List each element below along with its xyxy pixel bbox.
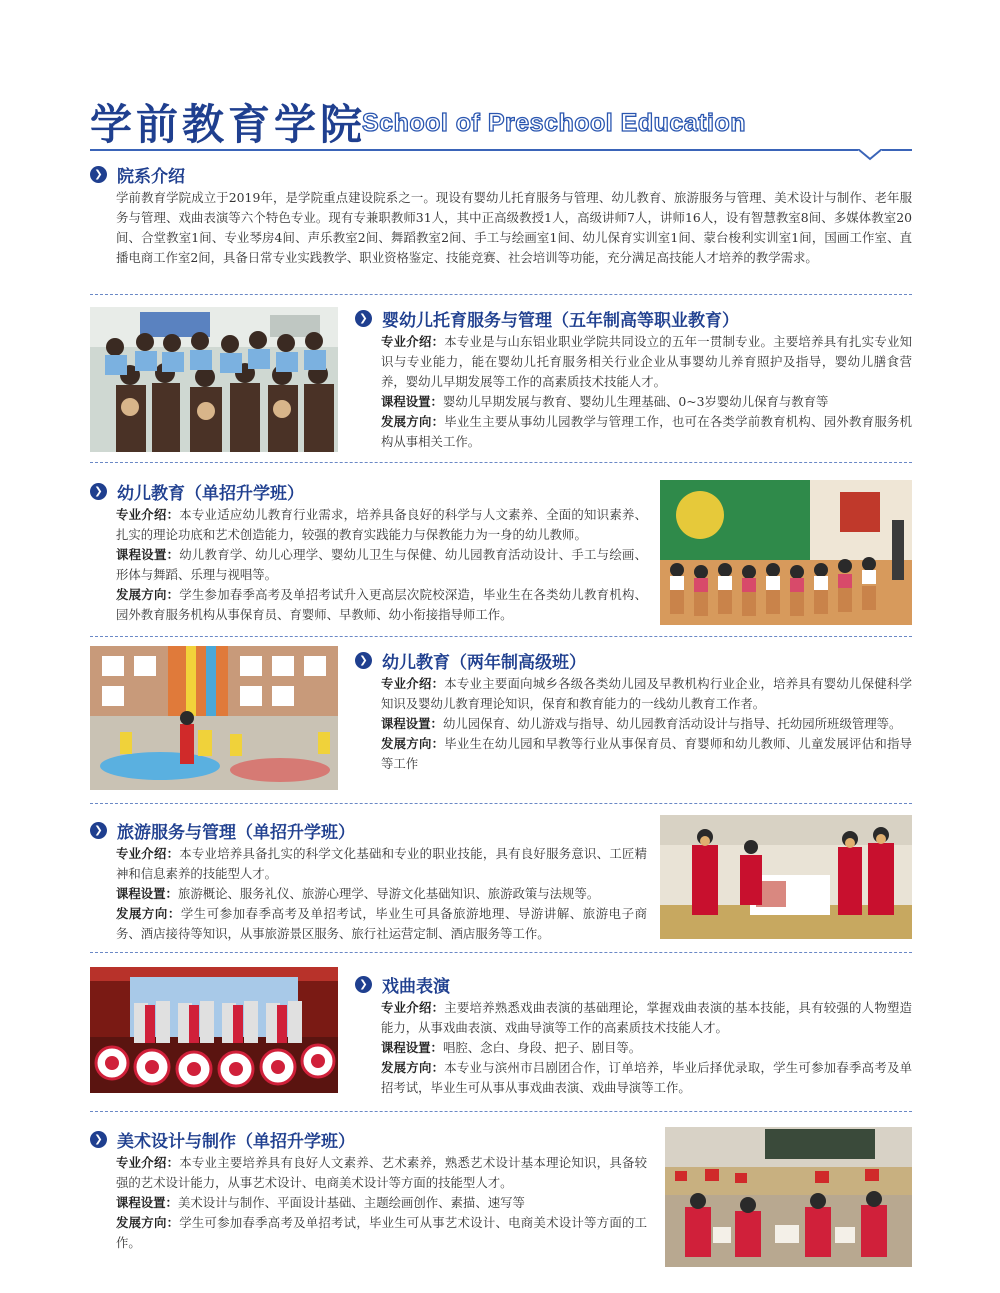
major-6-body	[90, 1153, 647, 1253]
major-title: 戏曲表演	[382, 977, 450, 997]
section-title: 院系介绍	[117, 167, 185, 187]
major-intro-text: 本专业主要面向城乡各级各类幼儿园及早教机构行业企业，培养具有婴幼儿保健科学知识及婴幼儿教育理论知识，保育和教育能力的一线幼儿教育工作者。	[381, 676, 913, 711]
career-label: 发展方向：	[381, 736, 445, 751]
intro-label: 专业介绍：	[116, 507, 180, 522]
major-title: 旅游服务与管理（单招升学班）	[117, 823, 355, 843]
major-career-text: 毕业生在幼儿园和早教等行业从事保育员、育婴师和幼儿教师、儿童发展评估和指导等工作	[381, 736, 913, 771]
photo-art-classroom	[665, 1127, 912, 1267]
major-6-heading	[90, 1127, 355, 1152]
career-label: 发展方向：	[381, 414, 445, 429]
major-1-body	[355, 332, 912, 452]
section-divider	[90, 1111, 912, 1112]
major-intro-text: 本专业培养具备扎实的科学文化基础和专业的职业技能，具有良好服务意识、工匠精神和信息素养的技能型人才。	[116, 846, 648, 881]
intro-paragraph	[90, 188, 912, 268]
header-rule	[90, 149, 912, 151]
major-2-body	[90, 505, 647, 625]
major-5-heading	[355, 972, 450, 997]
career-label: 发展方向：	[116, 906, 181, 921]
courses-label: 课程设置：	[381, 394, 443, 409]
courses-label: 课程设置：	[116, 1195, 178, 1210]
major-5-body	[355, 998, 912, 1098]
career-label: 发展方向：	[116, 1215, 180, 1230]
section-divider	[90, 803, 912, 804]
career-label: 发展方向：	[116, 587, 180, 602]
photo-stage-performance	[90, 967, 338, 1093]
major-career-text: 学生可参加春季高考及单招考试，毕业生可具备旅游地理、导游讲解、旅游电子商务、酒店接待等知识，从事旅游景区服务、旅行社运营定制、酒店服务等工作。	[116, 906, 648, 941]
section-intro-heading	[90, 162, 185, 187]
chevron-right-icon: ❯	[90, 1131, 107, 1148]
photo-exhibition-hostesses	[660, 815, 912, 939]
photo-playground-children	[90, 646, 338, 790]
major-intro-text: 主要培养熟悉戏曲表演的基础理论，掌握戏曲表演的基本技能，具有较强的人物塑造能力，从事戏曲表演、戏曲导演等工作的高素质技术技能人才。	[381, 1000, 913, 1035]
major-4-heading	[90, 818, 355, 843]
photo-classroom-children	[660, 480, 912, 625]
chevron-right-icon: ❯	[355, 652, 372, 669]
section-divider	[90, 462, 912, 463]
major-courses-text: 美术设计与制作、平面设计基础、主题绘画创作、素描、速写等	[177, 1195, 525, 1210]
major-title: 美术设计与制作（单招升学班）	[117, 1132, 355, 1152]
major-title: 婴幼儿托育服务与管理（五年制高等职业教育）	[382, 311, 739, 331]
chevron-right-icon: ❯	[355, 976, 372, 993]
major-title: 幼儿教育（单招升学班）	[117, 484, 304, 504]
major-courses-text: 旅游概论、服务礼仪、旅游心理学、导游文化基础知识、旅游政策与法规等。	[177, 886, 600, 901]
major-3-heading	[355, 648, 586, 673]
major-intro-text: 本专业适应幼儿教育行业需求，培养具备良好的科学与人文素养、全面的知识素养、扎实的理论功底和艺术创造能力，较强的教育实践能力与保教能力为一身的幼儿教师。	[116, 507, 648, 542]
major-career-text: 毕业生主要从事幼儿园教学与管理工作，也可在各类学前教育机构、园外教育服务机构从事相关工作。	[381, 414, 913, 449]
major-3-body	[355, 674, 912, 774]
page-title-english: School of Preschool Education	[362, 109, 746, 137]
section-divider	[90, 636, 912, 637]
courses-label: 课程设置：	[381, 1040, 443, 1055]
major-intro-text: 本专业主要培养具有良好人文素养、艺术素养，熟悉艺术设计基本理论知识，具备较强的艺术设计能力，从事艺术设计、电商美术设计等方面的技能型人才。	[116, 1155, 648, 1190]
major-career-text: 学生可参加春季高考及单招考试，毕业生可从事艺术设计、电商美术设计等方面的工作。	[116, 1215, 648, 1250]
intro-label: 专业介绍：	[381, 334, 445, 349]
intro-text: 学前教育学院成立于2019年，是学院重点建设院系之一。现设有婴幼儿托育服务与管理、幼儿教育、旅游服务与管理、美术设计与制作、老年服务与管理、戏曲表演等六个特色专业。现有专兼职教师31人，其中正高级教授1人，高级讲师7人，讲师16人，设有智慧教室8间、多媒体教室20间、合堂教室1间、专业琴房4间、声乐教室2间、舞蹈教室2间、手工与绘画室1间、幼儿保育实训室1间、蒙台梭利实训室1间，国画工作室、直播电商工作室2间，具备日常专业实践教学、职业资格鉴定、技能竞赛、社会培训等功能，充分满足高技能人才培养的教学需求。	[116, 190, 912, 265]
chevron-right-icon: ❯	[90, 822, 107, 839]
major-4-body	[90, 844, 647, 944]
intro-label: 专业介绍：	[116, 846, 180, 861]
major-intro-text: 本专业是与山东铝业职业学院共同设立的五年一贯制专业。主要培养具有扎实专业知识与专业能力，能在婴幼儿托育服务相关行业企业从事婴幼儿养育照护及指导，婴幼儿膳食营养，婴幼儿早期发展等工作的高素质技术技能人才。	[381, 334, 913, 389]
major-career-text: 本专业与滨州市吕剧团合作，订单培养，毕业后择优录取，学生可参加春季高考及单招考试，毕业生可从事从事戏曲表演、戏曲导演等工作。	[381, 1060, 913, 1095]
chevron-right-icon: ❯	[90, 483, 107, 500]
intro-label: 专业介绍：	[116, 1155, 180, 1170]
career-label: 发展方向：	[381, 1060, 445, 1075]
major-courses-text: 婴幼儿早期发展与教育、婴幼儿生理基础、0~3岁婴幼儿保育与教育等	[442, 394, 829, 409]
major-1-heading	[355, 306, 739, 331]
major-courses-text: 幼儿教育学、幼儿心理学、婴幼儿卫生与保健、幼儿园教育活动设计、手工与绘画、形体与舞蹈、乐理与视唱等。	[116, 547, 648, 582]
courses-label: 课程设置：	[116, 886, 178, 901]
intro-label: 专业介绍：	[381, 676, 445, 691]
chevron-right-icon: ❯	[355, 310, 372, 327]
section-divider	[90, 294, 912, 295]
photo-students-group	[90, 307, 338, 452]
page-title: 学前教育学院	[90, 100, 367, 149]
major-2-heading	[90, 479, 304, 504]
chevron-right-icon: ❯	[90, 166, 107, 183]
intro-label: 专业介绍：	[381, 1000, 445, 1015]
section-divider	[90, 952, 912, 953]
header-notch-icon	[858, 149, 882, 161]
courses-label: 课程设置：	[116, 547, 180, 562]
courses-label: 课程设置：	[381, 716, 443, 731]
major-courses-text: 唱腔、念白、身段、把子、剧目等。	[442, 1040, 642, 1055]
major-courses-text: 幼儿园保育、幼儿游戏与指导、幼儿园教育活动设计与指导、托幼园所班级管理等。	[442, 716, 902, 731]
major-career-text: 学生参加春季高考及单招考试升入更高层次院校深造，毕业生在各类幼儿教育机构、园外教育服务机构从事保育员、育婴师、早教师、幼小衔接指导师工作。	[116, 587, 648, 622]
page-header	[90, 92, 920, 172]
major-title: 幼儿教育（两年制高级班）	[382, 653, 586, 673]
